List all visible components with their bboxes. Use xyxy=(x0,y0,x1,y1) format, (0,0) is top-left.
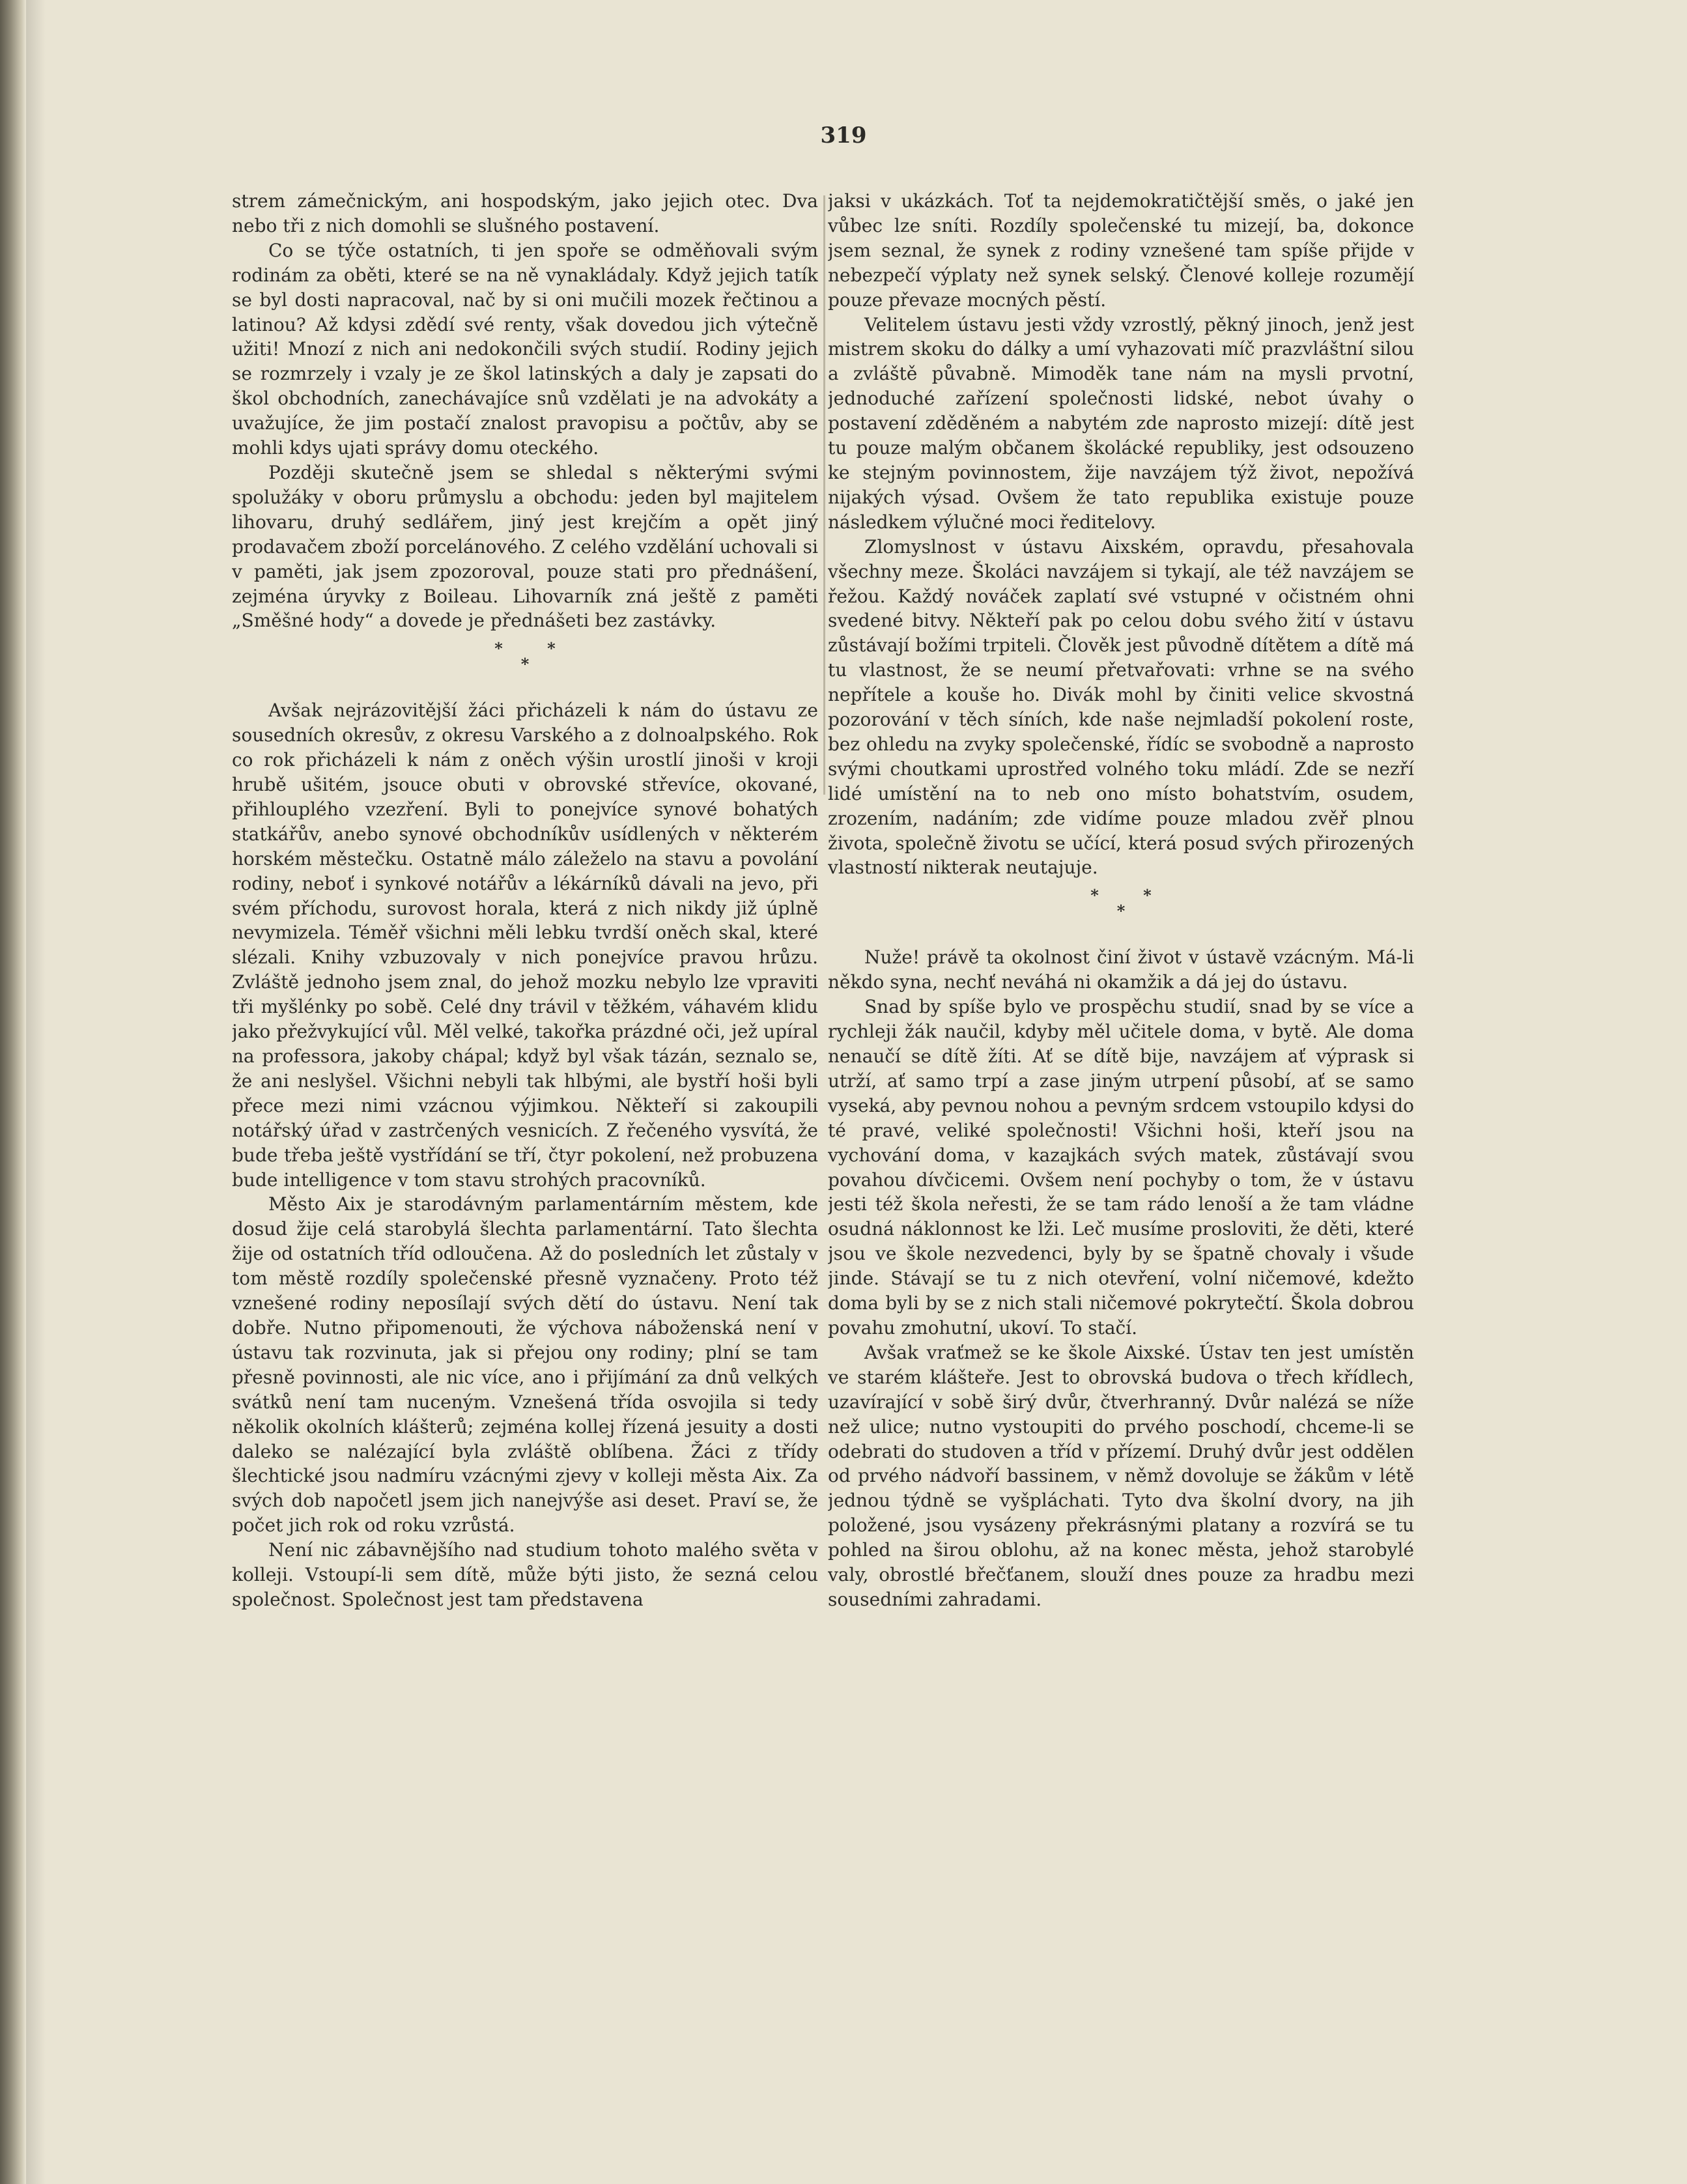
paragraph: Nuže! právě ta okolnost činí život v ústavě vzácným. Má-li někdo syna, nechť neváhá ni okamžik a dá jej do ústavu. xyxy=(828,946,1414,993)
divider-stars-top: * * xyxy=(1090,886,1152,905)
paragraph: strem zámečnickým, ani hospodským, jako jejich otec. Dva nebo tři z nich domohli se slušného postavení. xyxy=(232,190,818,236)
paragraph: Co se týče ostatních, ti jen spoře se odměňovali svým rodinám za oběti, které se na ně vynakládaly. Když jejich tatík se byl dosti napracoval, nač by si oni mučili mozek řečtinou a latinou? Až kdysi zdědí své renty, však dovedou jich výtečně užiti! Mnozí z nich ani nedokončili svých studií. Rodiny jejich se rozmrzely i vzaly je ze škol latinských a daly je zapsati do škol obchodních, zanechávajíce snů vzdělati je na advokáty a uvažujíce, že jim postačí znalost pravopisu a počtův, aby se mohli kdys ujati správy domu oteckého. xyxy=(232,239,818,459)
page-number: 319 xyxy=(820,122,867,149)
book-gutter xyxy=(0,0,26,2184)
divider-stars-bottom: * xyxy=(1116,901,1126,921)
paragraph: Velitelem ústavu jesti vždy vzrostlý, pěkný jinoch, jenž jest mistrem skoku do dálky a umí vyhazovati míč prazvláštní silou a zvláště půvabně. Mimoděk tane nám na mysli prvotní, jednoduché zařízení společnosti lidské, nebot úvahy o postavení zděděném a nabytém zde naprosto mizejí: dítě jest tu pouze malým občanem školácké republiky, jest odsouzeno ke stejným povinnostem, žije navzájem týž život, nepožívá nijakých výsad. Ovšem že tato republika existuje pouze následkem výlučné moci ředitelovy. xyxy=(828,313,1414,533)
paragraph: Snad by spíše bylo ve prospěchu studií, snad by se více a rychleji žák naučil, kdyby měl učitele doma, v bytě. Ale doma nenaučí se dítě žíti. Ať se dítě bije, navzájem ať výprask si utrží, ať samo trpí a zase jiným utrpení působí, ať se samo vyseká, aby pevnou nohou a pevným srdcem vstoupilo kdysi do té pravé, veliké společnosti! Všichni hoši, kteří jsou na vychování doma, v kazajkách svých matek, zůstávají svou povahou dívčicemi. Ovšem není pochyby o tom, že v ústavu jesti též škola neřesti, že se tam rádo lenoší a že tam vládne osudná náklonnost ke lži. Leč musíme prosloviti, že děti, které jsou ve škole nezvedenci, byly by se špatně chovaly i všude jinde. Stávají se tu z nich otevření, volní ničemové, kdežto doma byli by se z nich stali ničemové pokrytečtí. Škola dobrou povahu zmohutní, ukoví. To stačí. xyxy=(828,996,1414,1339)
column-rule xyxy=(823,195,825,795)
right-column xyxy=(828,189,1414,1961)
divider-stars-bottom: * xyxy=(520,655,530,674)
paragraph: Avšak nejrázovitější žáci přicházeli k nám do ústavu ze sousedních okresův, z okresu Varského a z dolnoalpského. Rok co rok přicházeli k nám z oněch výšin urostlí jinoši v kroji hrubě ušitém, jsouce obuti v obrovské střevíce, okované, přihlouplého vzezření. Byli to ponejvíce synové bohatých statkářův, anebo synové obchodníkův usídlených v některém horském městečku. Ostatně málo záleželo na stavu a povolání rodiny, neboť i synkové notářův a lékárníků dávali na jevo, při svém příchodu, surovost horala, která z nich nikdy již úplně nevymizela. Téměř všichni měli lebku tvrdší oněch skal, které slézali. Knihy vzbuzovaly v nich ponejvíce pravou hrůzu. Zvláště jednoho jsem znal, do jehož mozku nebylo lze vpraviti tři myšlénky po sobě. Celé dny trávil v těžkém, váhavém klidu jako přežvykující vůl. Měl velké, takořka prázdné oči, jež upíral na professora, jakoby chápal; když byl však tázán, seznalo se, že ani neslyšel. Všichni nebyli tak hlbými, ale bystří hoši byli přece mezi nimi vzácnou výjimkou. Někteří si zakoupili notářský úřad v zastrčených vesnicích. Z řečeného vysvítá, že bude třeba ještě vystřídání se tří, čtyr pokolení, než probuzena bude intelligence v tom stavu strohých pracovníků. xyxy=(232,700,818,1191)
left-column xyxy=(232,189,818,1961)
paragraph: Zlomyslnost v ústavu Aixském, opravdu, přesahovala všechny meze. Školáci navzájem si tykají, ale též navzájem se řežou. Každý nováček zaplatí své vstupné v očistném ohni svedené bitvy. Někteří pak po celou dobu svého žití v ústavu zůstávají božími trpiteli. Člověk jest původně dítětem a dítě má tu vlastnost, že se neumí přetvařovati: vrhne se na svého nepřítele a kouše ho. Divák mohl by činiti velice skvostná pozorování v těch síních, kde naše nejmladší pokolení roste, bez ohledu na zvyky společenské, řídíc se svobodně a naprosto svými choutkami uprostřed volného toku mládí. Zde se nezří lidé umístění na to neb ono místo bohatstvím, osudem, zrozením, nadáním; zde vidíme pouze mladou zvěř plnou života, společně životu se učící, která posud svých přirozených vlastností nikterak neutajuje. xyxy=(828,535,1414,879)
spine-shadow xyxy=(26,0,46,2184)
section-divider xyxy=(828,888,1414,919)
paragraph: Avšak vraťmež se ke škole Aixské. Ústav ten jest umístěn ve starém klášteře. Jest to obrovská budova o třech křídlech, uzavírající v sobě širý dvůr, čtverhranný. Dvůr nalézá se níže než ulice; nutno vystoupiti do prvého poschodí, chceme-li se odebrati do studoven a tříd v přízemí. Druhý dvůr jest oddělen od prvého nádvoří bassinem, v němž dovoluje se žákům v létě jednou týdně se vyšpláchati. Tyto dva školní dvory, na jih položené, jsou vysázeny překrásnými platany a rozvírá se tu pohled na širou oblohu, až na konec města, jehož starobylé valy, obrostlé břečťanem, slouží dnes pouze za hradbu mezi sousedními zahradami. xyxy=(828,1341,1414,1610)
paragraph: Není nic zábavnějšího nad studium tohoto malého světa v kolleji. Vstoupí-li sem dítě, může býti jisto, že sezná celou společnost. Společnost jest tam představena xyxy=(232,1539,818,1610)
paragraph: Později skutečně jsem se shledal s některými svými spolužáky v oboru průmyslu a obchodu: jeden byl majitelem lihovaru, druhý sedlářem, jiný jest krejčím a opět jiný prodavačem zboží porcelánového. Z celého vzdělání uchovali si v paměti, jak jsem zpozoroval, pouze stati pro přednášení, zejména úryvky z Boileau. Lihovarník zná ještě z paměti „Směšné hody“ a dovede je přednášeti bez zastávky. xyxy=(232,461,818,632)
section-divider xyxy=(232,641,818,672)
paragraph: Město Aix je starodávným parlamentárním městem, kde dosud žije celá starobylá šlechta parlamentární. Tato šlechta žije od ostatních tříd odloučena. Až do posledních let zůstaly v tom městě rozdíly společenské přesně vyznačeny. Proto též vznešené rodiny neposílají svých dětí do ústavu. Není tak dobře. Nutno připomenouti, že výchova náboženská není v ústavu tak rozvinuta, jak si přejou ony rodiny; plní se tam přesně povinnosti, ale nic více, ano i přijímání za dnů velkých svátků není tam nuceným. Vznešená třída osvojila si tedy několik okolních klášterů; zejména kollej řízená jesuity a dosti daleko se nalézající byla zvláště oblíbena. Žáci z třídy šlechtické jsou nadmíru vzácnými zjevy v kolleji města Aix. Za svých dob napočetl jsem jich nanejvýše asi deset. Praví se, že počet jich rok od roku vzrůstá. xyxy=(232,1193,818,1537)
divider-stars-top: * * xyxy=(494,639,556,659)
paragraph: jaksi v ukázkách. Toť ta nejdemokratičtější směs, o jaké jen vůbec lze sníti. Rozdíly společenské tu mizejí, ba, dokonce jsem seznal, že synek z rodiny vznešené tam spíše přijde v nebezpečí výplaty než synek selský. Členové kolleje rozumějí pouze převaze mocných pěstí. xyxy=(828,190,1414,311)
